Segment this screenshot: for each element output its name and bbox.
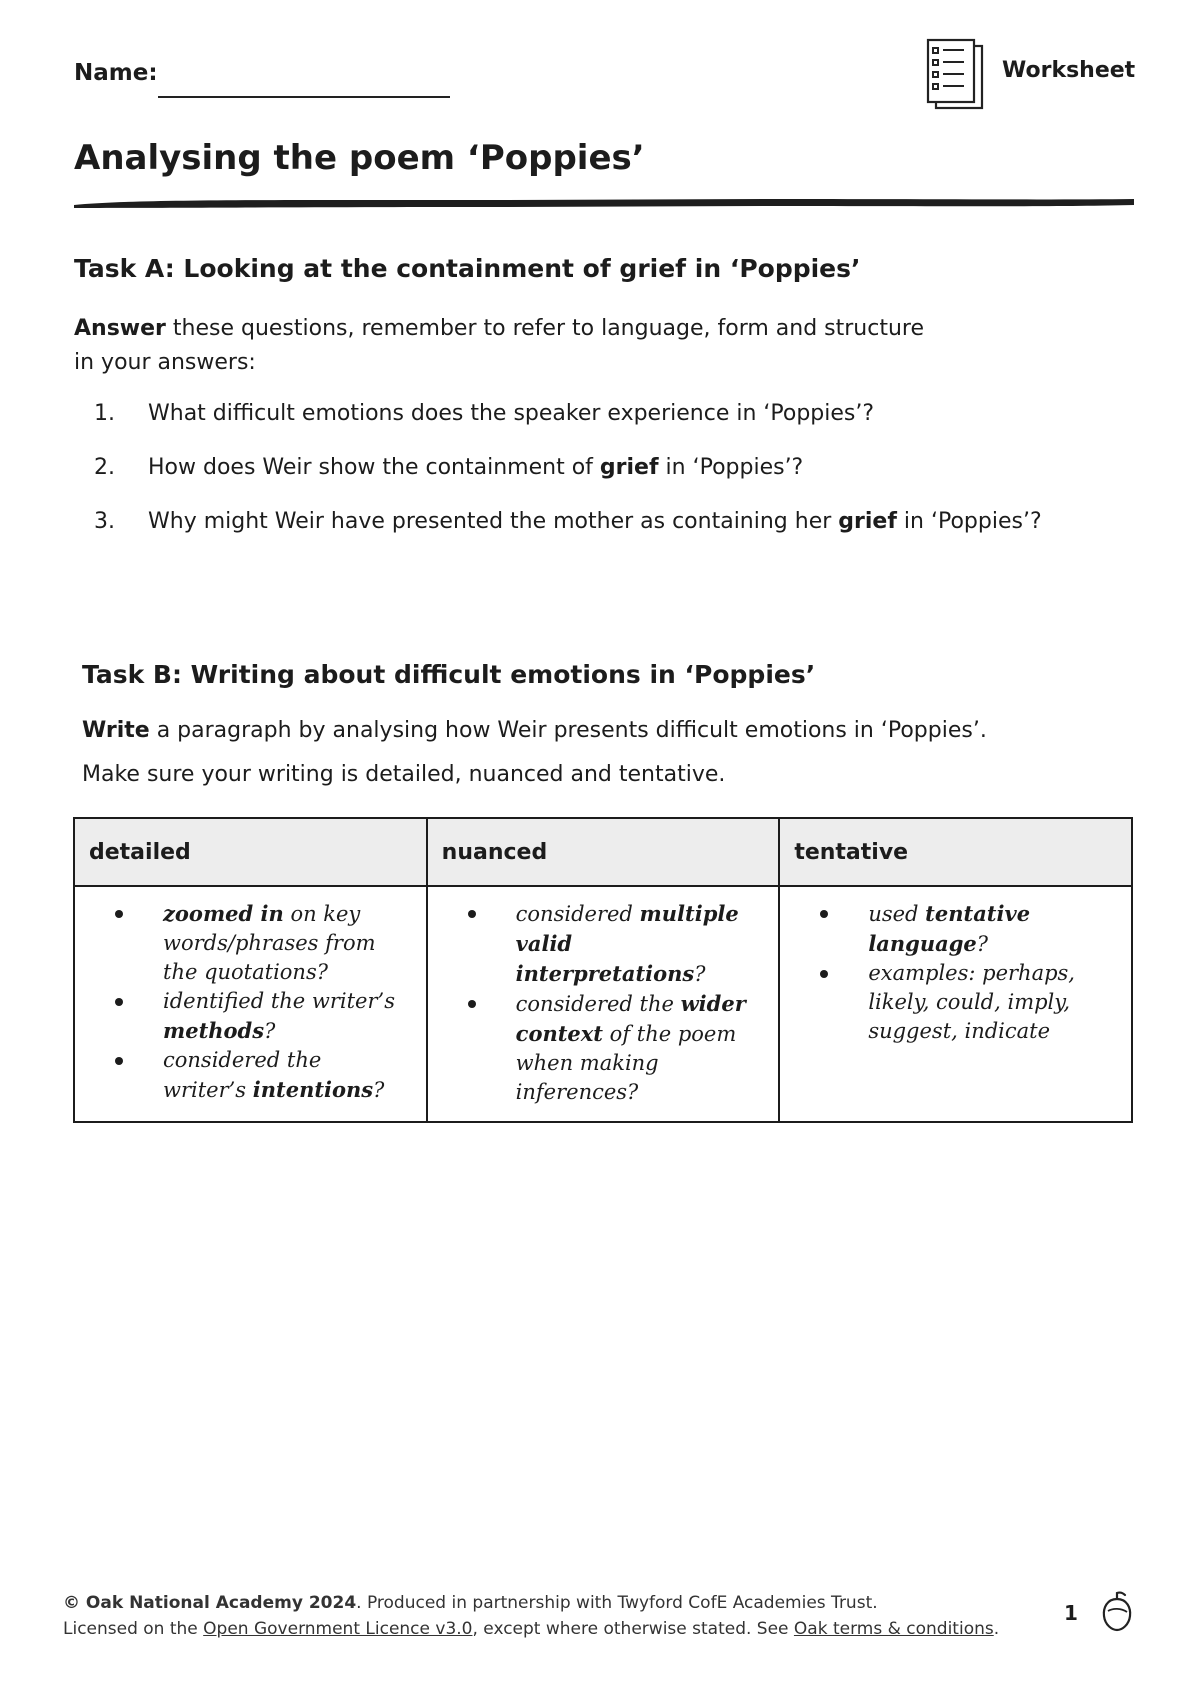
worksheet-label: Worksheet: [1002, 58, 1136, 83]
licence-text: , except where otherwise stated. See: [472, 1619, 794, 1639]
task-b-heading: Task B: Writing about difficult emotions in ‘Poppies’: [82, 660, 816, 689]
criteria-item: zoomed in on key words/phrases from the quotations?: [85, 899, 416, 987]
question-text: Why might Weir have presented the mother as containing her grief in ‘Poppies’?: [148, 509, 1042, 534]
page-title: Analysing the poem ‘Poppies’: [74, 138, 645, 178]
licence-text: Licensed on the: [63, 1619, 204, 1639]
licence-link[interactable]: Open Government Licence v3.0: [203, 1619, 473, 1639]
question-text: How does Weir show the containment of grief in ‘Poppies’?: [148, 455, 804, 480]
criteria-item: considered multiple valid interpretations?: [438, 899, 769, 989]
footer: © Oak National Academy 2024. Produced in partnership with Twyford CofE Academies Trust. Licensed on the Open Government Licence v3.0, except where otherwise stated. See Oak terms & conditions.: [63, 1593, 1000, 1639]
instruction-verb: Answer: [74, 316, 166, 341]
question-item: [88, 451, 1148, 505]
copyright-org: © Oak National Academy 2024: [63, 1593, 357, 1613]
instruction-text: a paragraph by analysing how Weir presents difficult emotions in ‘Poppies’.: [149, 718, 987, 743]
criteria-item: identified the writer’s methods?: [85, 987, 416, 1046]
column-header-tentative: tentative: [779, 818, 1132, 886]
copyright-text: . Produced in partnership with Twyford CofE Academies Trust.: [356, 1593, 878, 1613]
criteria-cell: [427, 886, 780, 1122]
instruction-text-line2: in your answers:: [74, 350, 256, 375]
question-text: What difficult emotions does the speaker experience in ‘Poppies’?: [148, 401, 875, 426]
question-item: [88, 397, 1148, 451]
task-a-instruction: [74, 312, 1074, 380]
question-number: 3.: [94, 509, 115, 534]
task-b-instruction: [82, 714, 1142, 748]
page-number: 1: [1064, 1601, 1078, 1625]
criteria-item: considered the writer’s intentions?: [85, 1046, 416, 1105]
task-a-heading: Task A: Looking at the containment of grief in ‘Poppies’: [74, 254, 861, 283]
criteria-cell: [74, 886, 427, 1122]
question-list: [88, 397, 1148, 559]
instruction-text: these questions, remember to refer to language, form and structure: [165, 316, 924, 341]
column-header-detailed: detailed: [74, 818, 427, 886]
question-number: 1.: [94, 401, 115, 426]
terms-link[interactable]: Oak terms & conditions: [793, 1619, 994, 1639]
question-number: 2.: [94, 455, 115, 480]
criteria-item: examples: perhaps, likely, could, imply, suggest, indicate: [790, 959, 1121, 1046]
criteria-cell: [779, 886, 1132, 1122]
criteria-list: [85, 899, 416, 1105]
criteria-list: [790, 899, 1121, 1046]
criteria-item: considered the wider context of the poem when making inferences?: [438, 989, 769, 1107]
title-underline-brush: [72, 196, 1136, 210]
oak-acorn-icon: [1100, 1590, 1134, 1632]
instruction-verb: Write: [82, 718, 150, 743]
question-item: [88, 505, 1148, 559]
name-write-line[interactable]: [158, 96, 450, 98]
name-label: Name:: [74, 60, 158, 86]
task-b-instruction-line2: Make sure your writing is detailed, nuanced and tentative.: [82, 762, 726, 787]
worksheet-checklist-icon: [924, 38, 990, 112]
criteria-item: used tentative language?: [790, 899, 1121, 959]
criteria-list: [438, 899, 769, 1107]
success-criteria-table: [73, 817, 1133, 1123]
column-header-nuanced: nuanced: [427, 818, 780, 886]
